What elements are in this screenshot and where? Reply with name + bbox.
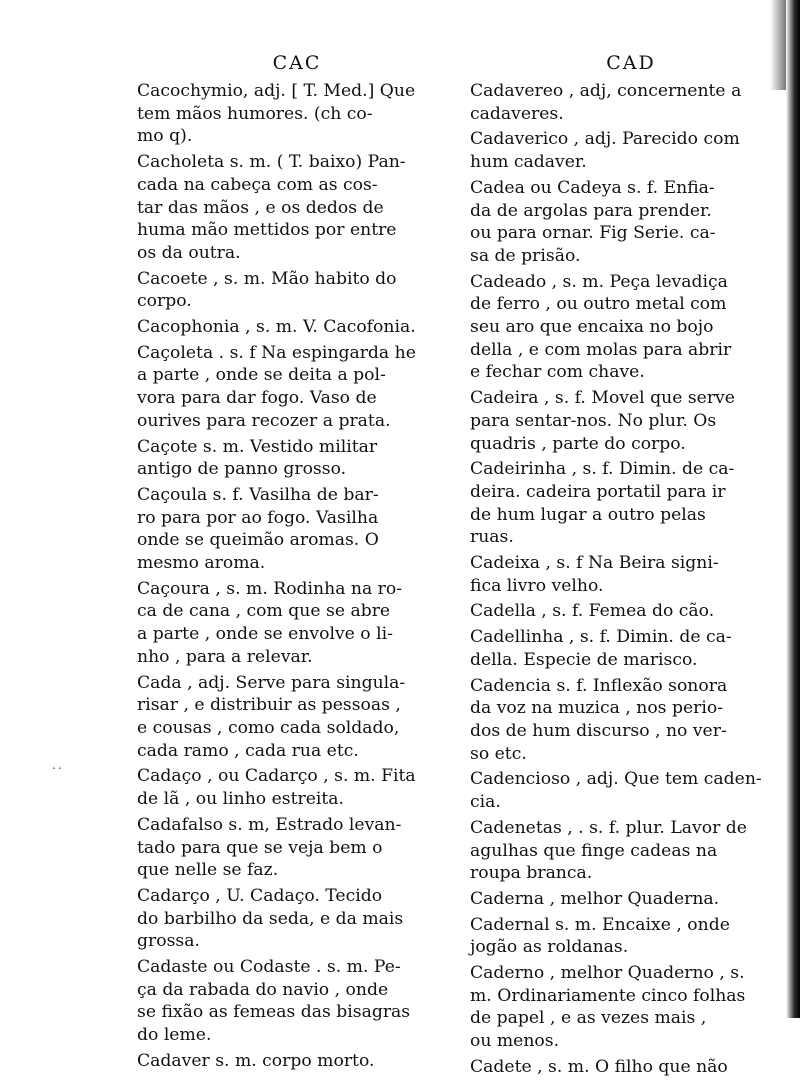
entry-line: tar das mãos , e os dedos de bbox=[137, 197, 384, 218]
entry-line: Caderna , melhor Quaderna. bbox=[470, 888, 720, 909]
entry-line: Cadeado , s. m. Peça levadiça bbox=[470, 271, 728, 292]
dictionary-entry bbox=[137, 80, 457, 148]
entry-line: se fixão as femeas das bisagras bbox=[137, 1002, 411, 1023]
dictionary-entry bbox=[137, 151, 457, 265]
entry-line: Caçote s. m. Vestido militar bbox=[137, 436, 378, 457]
entry-line: cia. bbox=[470, 792, 501, 813]
margin-marks: .. bbox=[52, 758, 64, 772]
entry-line: a parte , onde se deita a pol- bbox=[137, 365, 386, 386]
entry-line: hum cadaver. bbox=[470, 152, 587, 173]
entry-line: da de argolas para prender. bbox=[470, 200, 712, 221]
entry-line: risar , e distribuir as pessoas , bbox=[137, 695, 401, 716]
entry-line: e cousas , como cada soldado, bbox=[137, 717, 400, 738]
entry-line: jogão as roldanas. bbox=[470, 937, 629, 958]
dictionary-entry bbox=[137, 765, 457, 810]
entry-line: Cadaste ou Codaste . s. m. Pe- bbox=[137, 957, 401, 978]
dictionary-entry bbox=[470, 888, 792, 911]
dictionary-entry bbox=[470, 552, 792, 597]
dictionary-entry bbox=[137, 316, 457, 339]
entry-line: mesmo aroma. bbox=[137, 553, 266, 574]
dictionary-entry bbox=[137, 1050, 457, 1073]
entry-line: Caçoura , s. m. Rodinha na ro- bbox=[137, 578, 403, 599]
entry-line: do barbilho da seda, e da mais bbox=[137, 908, 404, 929]
entry-line: sa de prisão. bbox=[470, 245, 581, 266]
entry-line: que nelle se faz. bbox=[137, 860, 279, 881]
entry-line: cadaveres. bbox=[470, 103, 564, 124]
entry-line: Cadaverico , adj. Parecido com bbox=[470, 129, 740, 150]
entry-line: Cadete , s. m. O filho que não bbox=[470, 1056, 728, 1077]
entry-line: grossa. bbox=[137, 931, 200, 952]
left-entry-list bbox=[137, 80, 457, 1073]
entry-line: ro para por ao fogo. Vasilha bbox=[137, 507, 379, 528]
entry-line: Cadeixa , s. f Na Beira signi- bbox=[470, 553, 719, 574]
entry-line: Cadernal s. m. Encaixe , onde bbox=[470, 914, 730, 935]
entry-line: Caçoula s. f. Vasilha de bar- bbox=[137, 484, 379, 505]
entry-line: m. Ordinariamente cinco folhas bbox=[470, 985, 746, 1006]
dictionary-entry bbox=[470, 914, 792, 959]
dictionary-entry bbox=[470, 817, 792, 885]
entry-line: dos de hum discurso , no ver- bbox=[470, 720, 727, 741]
entry-line: antigo de panno grosso. bbox=[137, 459, 347, 480]
dictionary-entry bbox=[137, 672, 457, 763]
entry-line: deira. cadeira portatil para ir bbox=[470, 481, 726, 502]
dictionary-entry bbox=[470, 675, 792, 766]
entry-line: Cadenetas , . s. f. plur. Lavor de bbox=[470, 817, 747, 838]
entry-line: Cadeira , s. f. Movel que serve bbox=[470, 388, 735, 409]
dictionary-entry bbox=[470, 128, 792, 173]
dictionary-entry bbox=[470, 600, 792, 623]
dictionary-entry bbox=[137, 814, 457, 882]
entry-line: Cacophonia , s. m. V. Cacofonia. bbox=[137, 317, 416, 338]
entry-line: Caçoleta . s. f Na espingarda he bbox=[137, 342, 416, 363]
entry-line: cada na cabeça com as cos- bbox=[137, 174, 378, 195]
entry-line: ca de cana , com que se abre bbox=[137, 601, 391, 622]
entry-line: de ferro , ou outro metal com bbox=[470, 294, 727, 315]
entry-line: a parte , onde se envolve o li- bbox=[137, 624, 393, 645]
entry-line: seu aro que encaixa no bojo bbox=[470, 317, 714, 338]
entry-line: Cadavereo , adj, concernente a bbox=[470, 81, 742, 101]
right-running-header: CAD bbox=[606, 52, 656, 74]
entry-line: huma mão mettidos por entre bbox=[137, 220, 397, 241]
entry-line: cada ramo , cada rua etc. bbox=[137, 740, 359, 761]
left-running-header: CAC bbox=[272, 52, 322, 74]
entry-line: ruas. bbox=[470, 527, 514, 548]
entry-line: Cacoete , s. m. Mão habito do bbox=[137, 268, 397, 289]
entry-line: Cadencioso , adj. Que tem caden- bbox=[470, 769, 762, 790]
entry-line: nho , para a relevar. bbox=[137, 646, 313, 667]
right-entry-list bbox=[470, 80, 792, 1079]
entry-line: do leme. bbox=[137, 1025, 212, 1046]
entry-line: Cadafalso s. m, Estrado levan- bbox=[137, 814, 402, 835]
entry-line: Cada , adj. Serve para singula- bbox=[137, 672, 406, 693]
entry-line: fica livro velho. bbox=[470, 575, 604, 596]
dictionary-entry bbox=[470, 626, 792, 671]
dictionary-entry bbox=[137, 342, 457, 433]
entry-line: ou menos. bbox=[470, 1031, 560, 1052]
dictionary-entry bbox=[137, 578, 457, 669]
entry-line: para sentar-nos. No plur. Os bbox=[470, 410, 717, 431]
entry-line: tado para que se veja bem o bbox=[137, 837, 383, 858]
entry-line: Cadella , s. f. Femea do cão. bbox=[470, 601, 715, 622]
entry-line: Cadaço , ou Cadarço , s. m. Fita bbox=[137, 766, 416, 787]
dictionary-entry bbox=[137, 484, 457, 575]
entry-line: so etc. bbox=[470, 743, 527, 764]
dictionary-entry bbox=[137, 885, 457, 953]
entry-line: de lã , ou linho estreita. bbox=[137, 789, 344, 810]
dictionary-entry bbox=[470, 387, 792, 455]
entry-line: corpo. bbox=[137, 291, 192, 312]
dictionary-entry bbox=[137, 268, 457, 313]
entry-line: de hum lugar a outro pelas bbox=[470, 504, 706, 525]
dictionary-entry bbox=[470, 962, 792, 1053]
entry-line: Cadeirinha , s. f. Dimin. de ca- bbox=[470, 459, 735, 480]
entry-line: Cadaver s. m. corpo morto. bbox=[137, 1050, 375, 1071]
dictionary-entry bbox=[470, 80, 792, 125]
entry-line: tem mãos humores. (ch co- bbox=[137, 103, 373, 124]
entry-line: della , e com molas para abrir bbox=[470, 339, 732, 360]
right-column bbox=[470, 50, 792, 1082]
dictionary-entry bbox=[137, 436, 457, 481]
entry-line: mo q). bbox=[137, 126, 193, 147]
left-column bbox=[137, 50, 457, 1076]
entry-line: Caderno , melhor Quaderno , s. bbox=[470, 963, 745, 984]
entry-line: ourives para recozer a prata. bbox=[137, 410, 391, 431]
entry-line: della. Especie de marisco. bbox=[470, 649, 698, 670]
entry-line: Cacochymio, adj. [ T. Med.] Que bbox=[137, 81, 416, 101]
entry-line: Cadellinha , s. f. Dimin. de ca- bbox=[470, 627, 732, 648]
entry-line: vora para dar fogo. Vaso de bbox=[137, 388, 377, 409]
dictionary-entry bbox=[470, 271, 792, 385]
entry-line: roupa branca. bbox=[470, 863, 593, 884]
dictionary-entry bbox=[470, 768, 792, 813]
dictionary-entry bbox=[470, 458, 792, 549]
dictionary-entry bbox=[137, 956, 457, 1047]
entry-line: e fechar com chave. bbox=[470, 362, 645, 383]
entry-line: ça da rabada do navio , onde bbox=[137, 979, 389, 1000]
entry-line: os da outra. bbox=[137, 242, 241, 263]
dictionary-entry bbox=[470, 177, 792, 268]
entry-line: Cacholeta s. m. ( T. baixo) Pan- bbox=[137, 152, 406, 173]
entry-line: agulhas que finge cadeas na bbox=[470, 840, 718, 861]
entry-line: Cadarço , U. Cadaço. Tecido bbox=[137, 885, 383, 906]
entry-line: Cadea ou Cadeya s. f. Enfia- bbox=[470, 177, 715, 198]
entry-line: da voz na muzica , nos perio- bbox=[470, 698, 723, 719]
entry-line: Cadencia s. f. Inflexão sonora bbox=[470, 675, 728, 696]
entry-line: ou para ornar. Fig Serie. ca- bbox=[470, 223, 716, 244]
entry-line: de papel , e as vezes mais , bbox=[470, 1008, 707, 1029]
entry-line: onde se queimão aromas. O bbox=[137, 530, 379, 551]
dictionary-entry bbox=[470, 1056, 792, 1079]
entry-line: quadris , parte do corpo. bbox=[470, 433, 686, 454]
